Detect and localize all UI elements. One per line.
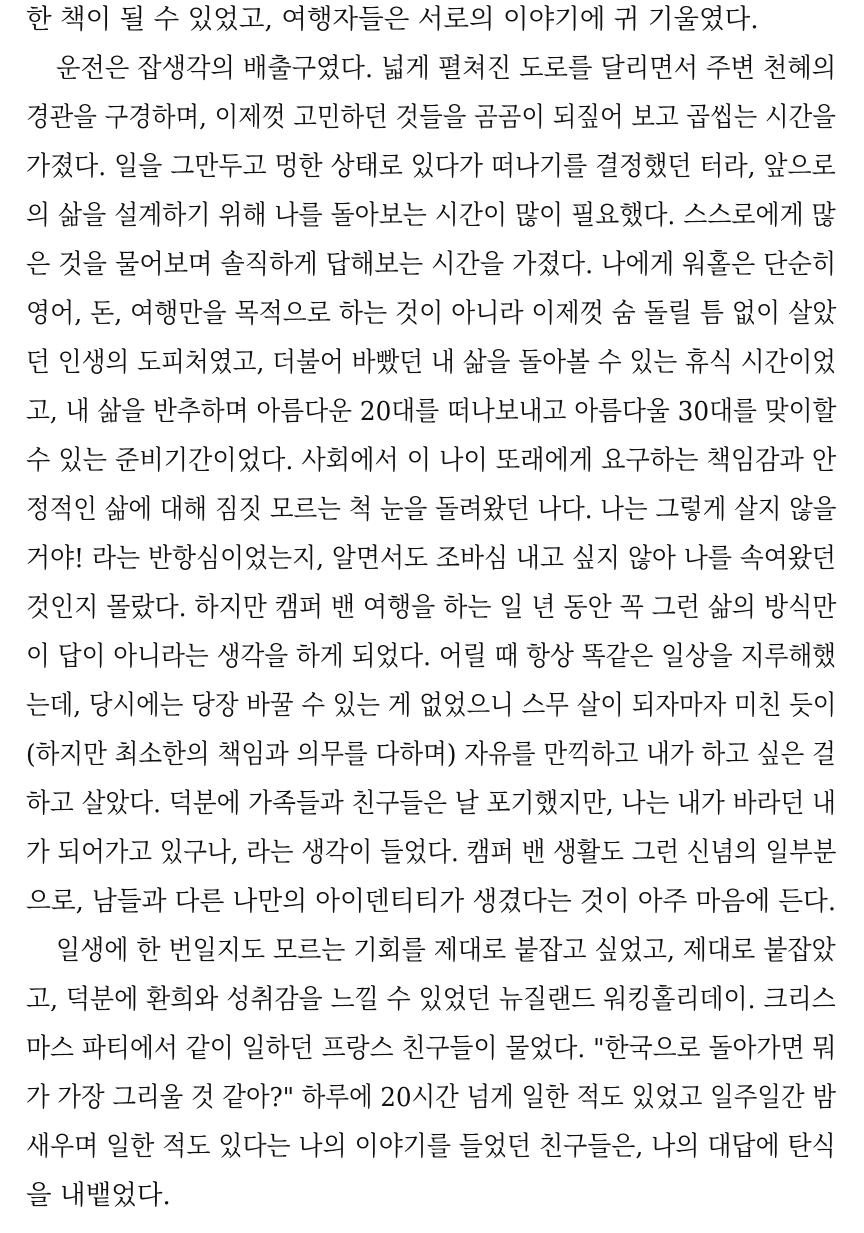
text-line: 고, 내 삶을 반추하며 아름다운 20대를 떠나보내고 아름다울 30대를 맞이할	[26, 396, 837, 427]
text-line: 가 가장 그리울 것 같아?" 하루에 20시간 넘게 일한 적도 있었고 일주일간 밤	[26, 1082, 837, 1113]
text-line: 하고 살았다. 덕분에 가족들과 친구들은 날 포기했지만, 나는 내가 바라던 내	[26, 788, 837, 819]
text-line: (하지만 최소한의 책임과 의무를 다하며) 자유를 만끽하고 내가 하고 싶은 걸	[26, 739, 836, 770]
text-line: 거야! 라는 반항심이었는지, 알면서도 조바심 내고 싶지 않아 나를 속여왔던	[26, 543, 836, 574]
text-line: 으로, 남들과 다른 나만의 아이덴티티가 생겼다는 것이 아주 마음에 든다.	[26, 886, 837, 917]
paragraph-start-line: 운전은 잡생각의 배출구였다. 넓게 펼쳐진 도로를 달리면서 주변 천혜의	[56, 53, 837, 84]
text-line: 이 답이 아니라는 생각을 하게 되었다. 어릴 때 항상 똑같은 일상을 지루해했	[26, 641, 837, 672]
text-line: 마스 파티에서 같이 일하던 프랑스 친구들이 물었다. "한국으로 돌아가면 뭐	[26, 1033, 837, 1064]
text-line: 영어, 돈, 여행만을 목적으로 하는 것이 아니라 이제껏 숨 돌릴 틈 없이 살았	[26, 298, 837, 329]
text-line: 는데, 당시에는 당장 바꿀 수 있는 게 없었으니 스무 살이 되자마자 미친 듯이	[26, 690, 837, 721]
text-line: 고, 덕분에 환희와 성취감을 느낄 수 있었던 뉴질랜드 워킹홀리데이. 크리스	[26, 984, 836, 1015]
document-page	[26, 0, 836, 1233]
paragraph-start-line: 일생에 한 번일지도 모르는 기회를 제대로 붙잡고 싶었고, 제대로 붙잡았	[56, 935, 836, 966]
text-line: 가 되어가고 있구나, 라는 생각이 들었다. 캠퍼 밴 생활도 그런 신념의 일부분	[26, 837, 837, 868]
text-line: 은 것을 물어보며 솔직하게 답해보는 시간을 가졌다. 나에게 워홀은 단순히	[26, 249, 837, 280]
text-line: 을 내뱉었다.	[26, 1180, 171, 1211]
text-line: 경관을 구경하며, 이제껏 고민하던 것들을 곰곰이 되짚어 보고 곱씹는 시간을	[26, 102, 836, 133]
text-line: 수 있는 준비기간이었다. 사회에서 이 나이 또래에게 요구하는 책임감과 안	[26, 445, 837, 476]
text-line: 한 책이 될 수 있었고, 여행자들은 서로의 이야기에 귀 기울였다.	[26, 4, 759, 35]
text-line: 것인지 몰랐다. 하지만 캠퍼 밴 여행을 하는 일 년 동안 꼭 그런 삶의 방식만	[26, 592, 837, 623]
text-line: 새우며 일한 적도 있다는 나의 이야기를 들었던 친구들은, 나의 대답에 탄식	[26, 1131, 836, 1162]
text-line: 던 인생의 도피처였고, 더불어 바빴던 내 삶을 돌아볼 수 있는 휴식 시간이었	[26, 347, 837, 378]
text-line: 정적인 삶에 대해 짐짓 모르는 척 눈을 돌려왔던 나다. 나는 그렇게 살지 않을	[26, 494, 837, 525]
text-line: 의 삶을 설계하기 위해 나를 돌아보는 시간이 많이 필요했다. 스스로에게 많	[26, 200, 836, 231]
text-line: 가졌다. 일을 그만두고 멍한 상태로 있다가 떠나기를 결정했던 터라, 앞으로	[26, 151, 836, 182]
